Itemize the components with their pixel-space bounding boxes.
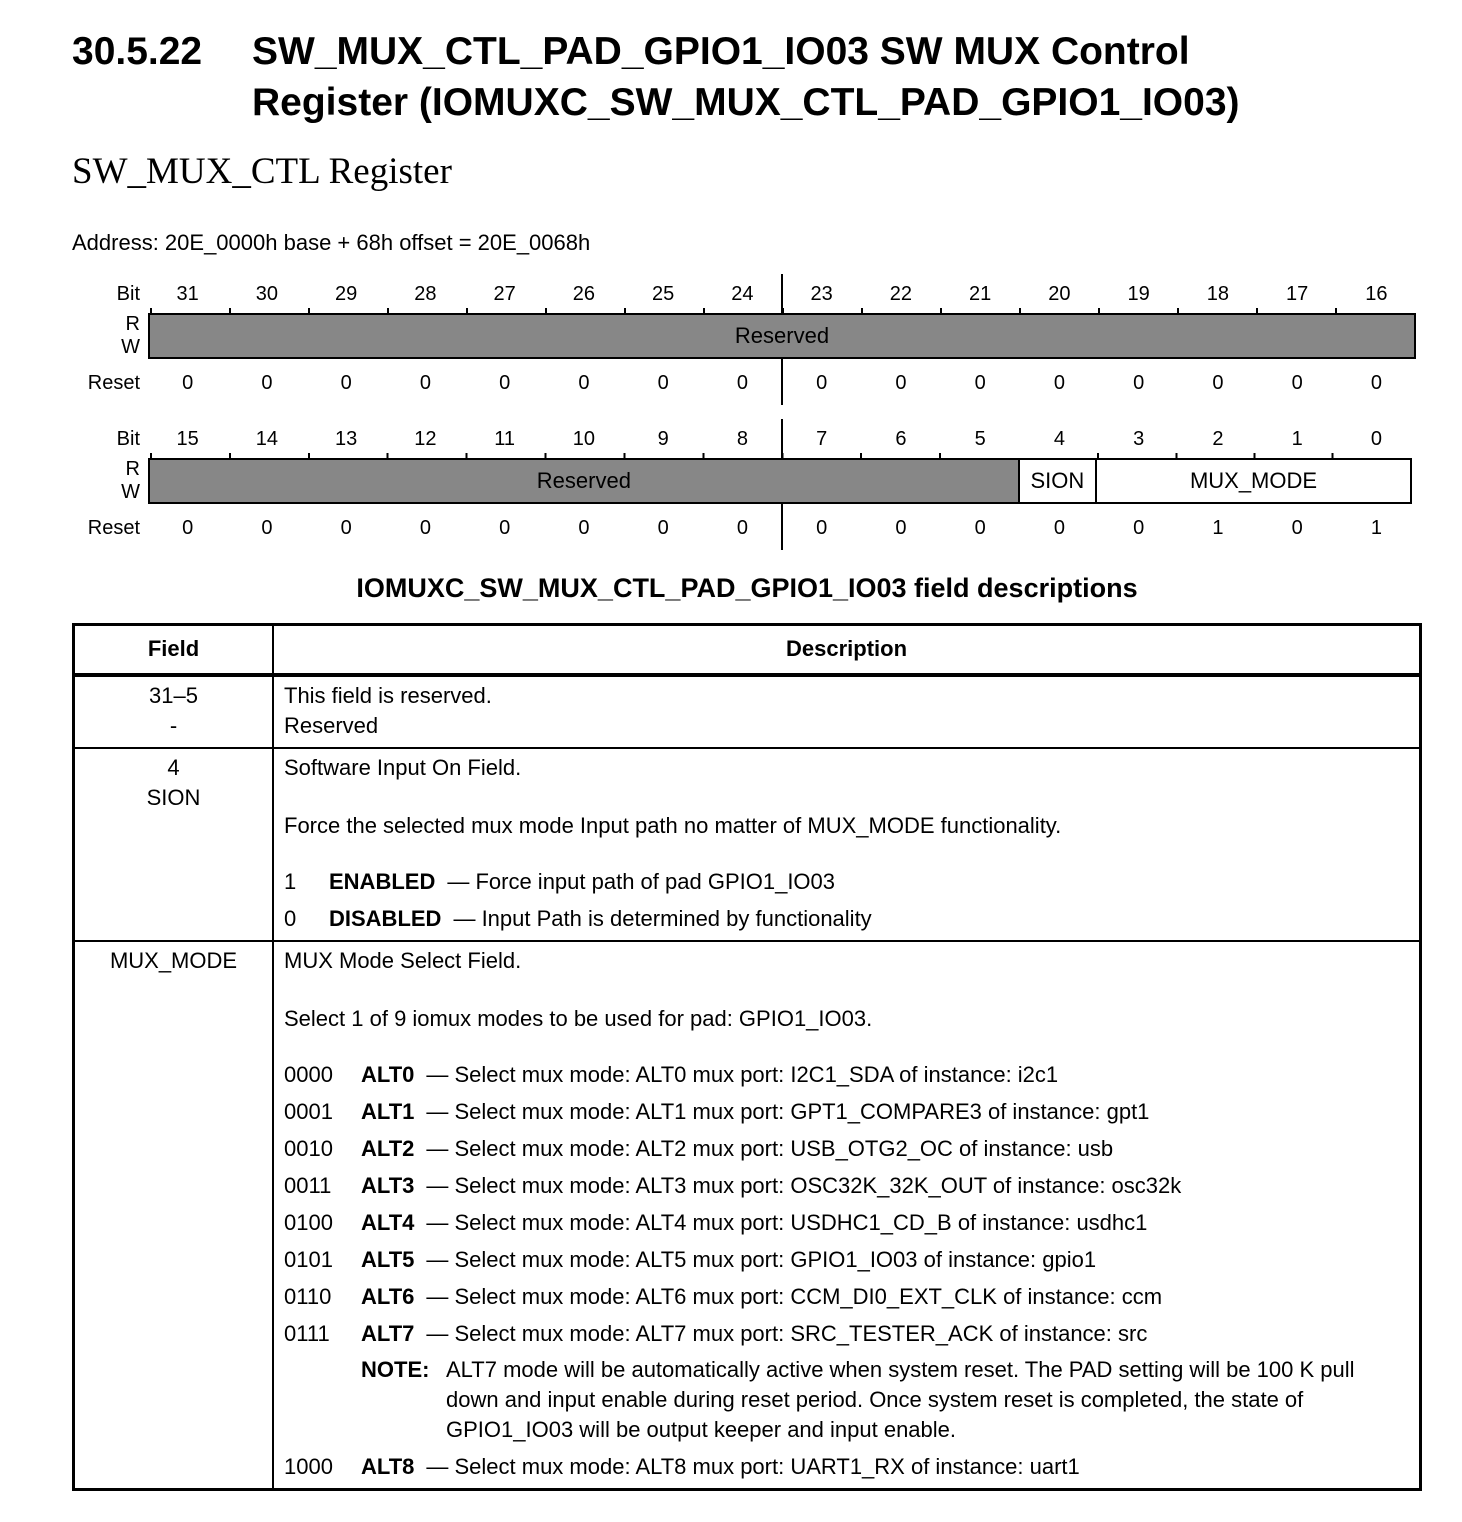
register-subtitle: SW_MUX_CTL Register [72,151,452,192]
value-code: 0101 [284,1247,333,1272]
reset-label: Reset [87,517,140,539]
bit-fields-high [148,313,1416,359]
field-descriptions-title: IOMUXC_SW_MUX_CTL_PAD_GPIO1_IO03 field descriptions [356,573,1138,603]
reset-value: 0 [261,517,273,539]
value-text: — Select mux mode: ALT3 mux port: OSC32K_32K_OUT of instance: osc32k [426,1173,1182,1198]
field-name: - [169,713,178,738]
bit-number: 20 [1048,283,1071,305]
reset-value: 0 [1291,517,1303,539]
description-cell [274,677,1419,747]
bit-number: 10 [572,428,595,450]
note-label: NOTE: [361,1357,430,1382]
value-name: ALT3 [361,1173,415,1198]
value-text: — Select mux mode: ALT5 mux port: GPIO1_IO03 of instance: gpio1 [426,1247,1097,1272]
bit-number: 0 [1370,428,1382,450]
reset-value: 0 [1291,372,1303,394]
value-text: — Force input path of pad GPIO1_IO03 [447,869,836,894]
description-body: Force the selected mux mode Input path no matter of MUX_MODE functionality. [284,813,1062,838]
value-text: — Select mux mode: ALT8 mux port: UART1_RX of instance: uart1 [426,1454,1080,1479]
value-code: 1000 [284,1454,333,1479]
value-code: 0010 [284,1136,333,1161]
table-row-mux-mode [75,940,1419,1488]
field-cell [75,749,274,940]
bit-number-row [72,427,1416,451]
bit-number: 28 [414,283,437,305]
description-intro: Software Input On Field. [284,755,522,780]
field-name: SION [146,785,201,810]
bit-number: 18 [1206,283,1229,305]
value-code: 0110 [284,1284,332,1309]
value-text: — Select mux mode: ALT1 mux port: GPT1_COMPARE3 of instance: gpt1 [426,1099,1150,1124]
sion-field: SION [1018,458,1097,504]
value-line [284,904,1409,934]
reset-value: 0 [736,372,748,394]
reset-value: 0 [578,372,590,394]
reset-value: 0 [340,517,352,539]
register-bit-diagram-high [72,282,1416,395]
value-code: 0111 [284,1321,330,1346]
value-code: 1 [284,869,297,894]
bit-number: 14 [255,428,278,450]
reset-value: 1 [1212,517,1224,539]
bit-number: 6 [895,428,907,450]
bit-number: 23 [810,283,833,305]
bit-number-row [72,282,1416,306]
reset-value: 0 [1133,372,1145,394]
value-text: — Input Path is determined by functionality [453,906,872,931]
bit-number: 19 [1127,283,1150,305]
value-code: 0011 [284,1173,332,1198]
value-line [284,1060,1409,1090]
bit-number: 8 [736,428,748,450]
reset-value: 0 [816,517,828,539]
bit-number: 5 [974,428,986,450]
value-line [284,1097,1409,1127]
read-write-row [72,458,1416,504]
value-line [284,1319,1409,1349]
bit-number: 11 [494,428,515,450]
value-code: 0 [284,906,297,931]
value-code: 0001 [284,1099,333,1124]
description-line: This field is reserved. [284,683,492,708]
value-name: ALT8 [361,1454,415,1479]
table-header-row [75,626,1419,675]
reset-value: 0 [1053,517,1065,539]
value-list [284,867,1409,934]
bit-number: 4 [1053,428,1065,450]
reset-value: 0 [816,372,828,394]
bit-number: 1 [1291,428,1303,450]
description-intro: MUX Mode Select Field. [284,948,522,973]
value-text: — Select mux mode: ALT6 mux port: CCM_DI0_EXT_CLK of instance: ccm [426,1284,1163,1309]
reset-value: 0 [499,517,511,539]
bit-number: 25 [652,283,675,305]
reset-value: 0 [182,517,194,539]
reset-value: 0 [736,517,748,539]
value-text: — Select mux mode: ALT2 mux port: USB_OTG2_OC of instance: usb [426,1136,1114,1161]
bit-number: 17 [1286,283,1309,305]
field-descriptions-table [72,623,1422,1491]
description-cell [274,749,1419,940]
bit-number: 24 [731,283,754,305]
reserved-field-15-5: Reserved [148,458,1020,504]
value-name: ALT5 [361,1247,415,1272]
value-line [284,1171,1409,1201]
bit-number: 13 [335,428,358,450]
reset-value: 0 [419,372,431,394]
bit-number: 30 [255,283,278,305]
value-list [284,1060,1409,1349]
reset-value: 0 [895,372,907,394]
bit-number: 31 [176,283,199,305]
reset-value: 0 [499,372,511,394]
value-line-alt8 [284,1452,1409,1482]
register-bit-diagram-low [72,427,1416,540]
description-cell [274,942,1419,1488]
description-body: Select 1 of 9 iomux modes to be used for pad: GPIO1_IO03. [284,1006,873,1031]
reset-value: 0 [974,372,986,394]
mux-mode-field: MUX_MODE [1095,458,1412,504]
table-row-reserved [75,675,1419,747]
value-line [284,867,1409,897]
value-name: ALT0 [361,1062,415,1087]
reset-value: 0 [1133,517,1145,539]
section-heading [72,26,1462,128]
field-cell [75,942,274,1488]
field-bits: 31–5 [149,683,198,708]
read-label: R [125,313,140,335]
description-column-header: Description [785,636,908,661]
value-code: 0100 [284,1210,333,1235]
section-title-line2: Register (IOMUXC_SW_MUX_CTL_PAD_GPIO1_IO03) [252,81,1240,124]
reset-value: 0 [182,372,194,394]
value-name: ALT2 [361,1136,415,1161]
description-line: Reserved [284,713,379,738]
value-line [284,1134,1409,1164]
section-title [252,26,1240,128]
bit-row-label: Bit [116,428,140,450]
section-number: 30.5.22 [72,30,203,73]
read-write-labels [72,458,140,504]
reset-value: 0 [261,372,273,394]
value-text: — Select mux mode: ALT7 mux port: SRC_TESTER_ACK of instance: src [426,1321,1148,1346]
read-label: R [125,458,140,480]
reset-value: 0 [895,517,907,539]
bit-number: 15 [176,428,199,450]
value-name: DISABLED [329,906,442,931]
value-name: ENABLED [329,869,436,894]
bit-number: 26 [572,283,595,305]
value-line [284,1208,1409,1238]
value-name: ALT1 [361,1099,415,1124]
field-name: MUX_MODE [109,948,238,973]
bit-number: 3 [1133,428,1145,450]
value-name: ALT6 [361,1284,415,1309]
note-block [361,1355,1409,1445]
reset-value: 0 [1212,372,1224,394]
value-line [284,1245,1409,1275]
reset-value: 0 [578,517,590,539]
value-name: ALT7 [361,1321,415,1346]
bit-number: 9 [657,428,669,450]
section-title-line1: SW_MUX_CTL_PAD_GPIO1_IO03 SW MUX Control [252,30,1190,73]
value-text: — Select mux mode: ALT0 mux port: I2C1_SDA of instance: i2c1 [426,1062,1059,1087]
reset-value: 0 [1053,372,1065,394]
reserved-field-31-16: Reserved [148,313,1416,359]
write-label: W [121,481,140,503]
bit-number: 2 [1212,428,1224,450]
reset-row-low [72,516,1416,540]
read-write-labels [72,313,140,359]
read-write-row [72,313,1416,359]
field-cell [75,677,274,747]
bit-number: 12 [414,428,437,450]
bit-fields-low [148,458,1416,504]
field-column-header: Field [75,626,274,673]
value-code: 0000 [284,1062,333,1087]
value-name: ALT4 [361,1210,415,1235]
value-text: — Select mux mode: ALT4 mux port: USDHC1_CD_B of instance: usdhc1 [426,1210,1148,1235]
reset-value: 0 [657,517,669,539]
bit-number: 16 [1365,283,1388,305]
reset-value: 0 [419,517,431,539]
bit-number: 21 [969,283,992,305]
reset-value: 0 [1370,372,1382,394]
value-line [284,1282,1409,1312]
note-text: ALT7 mode will be automatically active when system reset. The PAD setting will be 100 K pull down and input enable during reset period. Once system reset is completed, the state of GPIO1_IO03 will be output keeper and input enable. [446,1357,1355,1442]
table-row-sion [75,747,1419,940]
reset-value: 1 [1370,517,1382,539]
field-bits: 4 [167,755,180,780]
bit-row-label: Bit [116,283,140,305]
bit-number: 27 [493,283,516,305]
reset-label: Reset [87,372,140,394]
address-line: Address: 20E_0000h base + 68h offset = 20E_0068h [72,230,591,255]
reset-value: 0 [340,372,352,394]
reset-row-high [72,371,1416,395]
reset-value: 0 [657,372,669,394]
write-label: W [121,336,140,358]
reset-value: 0 [974,517,986,539]
bit-number: 7 [816,428,828,450]
bit-number: 29 [335,283,358,305]
bit-number: 22 [889,283,912,305]
